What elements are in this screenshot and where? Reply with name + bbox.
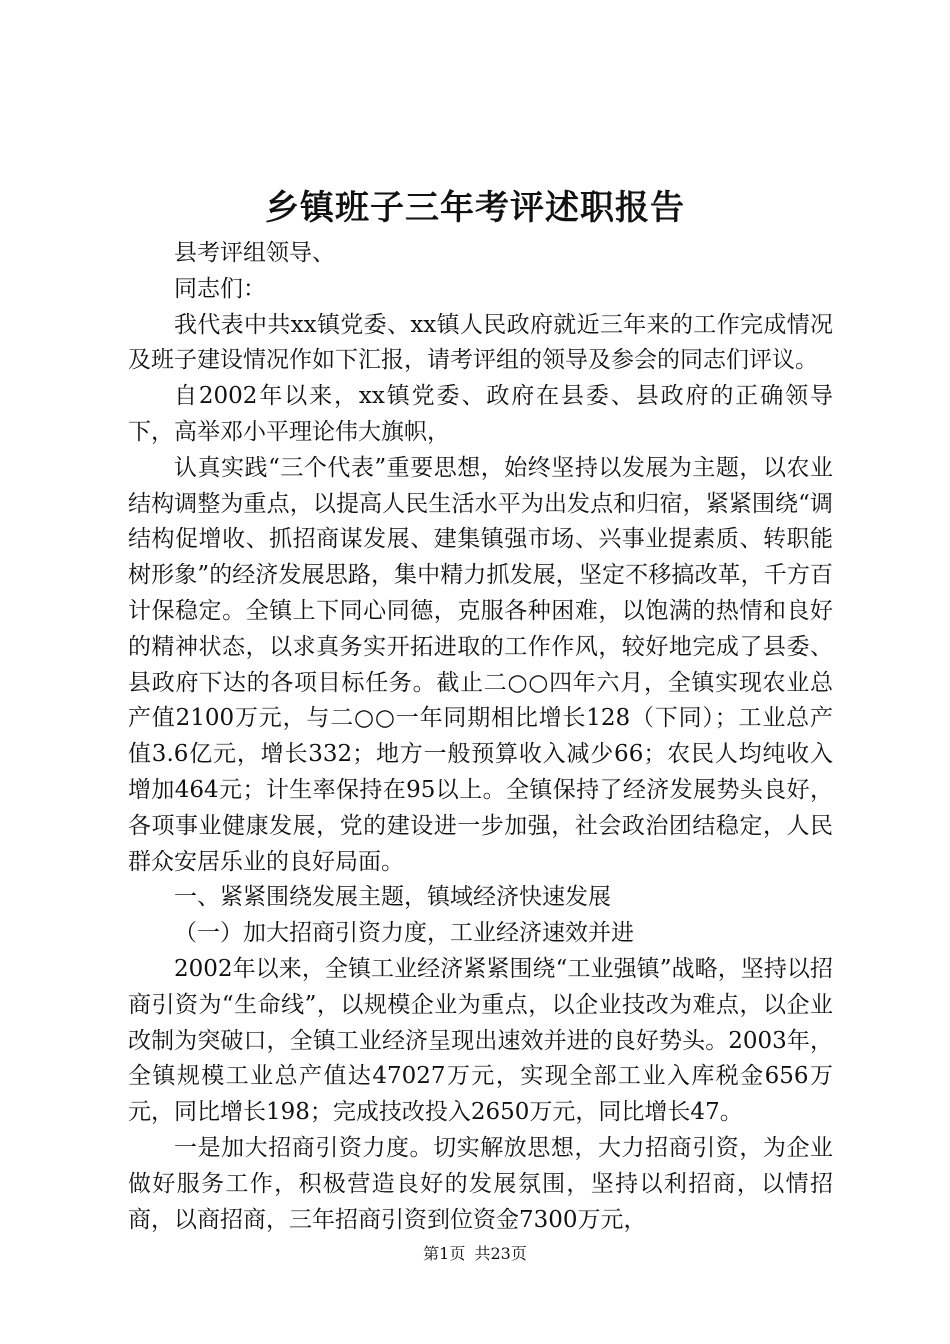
page-total: 共23页	[474, 1244, 527, 1263]
paragraph-salutation-1: 县考评组领导、	[174, 240, 335, 266]
paragraph-investment: 一是加大招商引资力度。切实解放思想，大力招商引资，为企业做好服务工作，积极营造良好的发展氛围，坚持以利招商，以情招商，以商招商，三年招商引资到位资金7300万元，	[128, 1134, 833, 1233]
document-body	[128, 236, 833, 1238]
subsection-heading-1: （一）加大招商引资力度，工业经济速效并进	[174, 920, 634, 947]
paragraph-since-2002: 自2002年以来，xx镇党委、政府在县委、县政府的正确领导下，高举邓小平理论伟大旗帜，	[128, 383, 833, 445]
section-heading-1: 一、紧紧围绕发展主题，镇域经济快速发展	[174, 884, 611, 911]
page-footer	[0, 1244, 950, 1264]
paragraph-overview: 认真实践“三个代表”重要思想，始终坚持以发展为主题，以农业结构调整为重点，以提高人民生活水平为出发点和归宿，紧紧围绕“调结构促增收、抓招商谋发展、建集镇强市场、兴事业提素质、转职能树形象”的经济发展思路，集中精力抓发展，坚定不移搞改革，千方百计保稳定。全镇上下同心同德，克服各种困难，以饱满的热情和良好的精神状态，以求真务实开拓进取的工作作风，较好地完成了县委、县政府下达的各项目标任务。截止二○○四年六月，全镇实现农业总产值2100万元，与二○○一年同期相比增长128（下同）；工业总产值3.6亿元，增长332；地方一般预算收入减少66；农民人均纯收入增加464元；计生率保持在95以上。全镇保持了经济发展势头良好，各项事业健康发展，党的建设进一步加强，社会政治团结稳定，人民群众安居乐业的良好局面。	[128, 454, 833, 875]
paragraph-industry: 2002年以来，全镇工业经济紧紧围绕“工业强镇”战略，坚持以招商引资为“生命线”，以规模企业为重点，以企业技改为难点，以企业改制为突破口，全镇工业经济呈现出速效并进的良好势头。2003年，全镇规模工业总产值达47027万元，实现全部工业入库税金656万元，同比增长198；完成技改投入2650万元，同比增长47。	[128, 955, 833, 1126]
paragraph-intro: 我代表中共xx镇党委、xx镇人民政府就近三年来的工作完成情况及班子建设情况作如下汇报，请考评组的领导及参会的同志们评议。	[128, 311, 833, 374]
page-number: 第1页	[423, 1244, 466, 1263]
paragraph-salutation-2: 同志们：	[174, 275, 266, 302]
document-title: 乡镇班子三年考评述职报告	[265, 188, 685, 228]
